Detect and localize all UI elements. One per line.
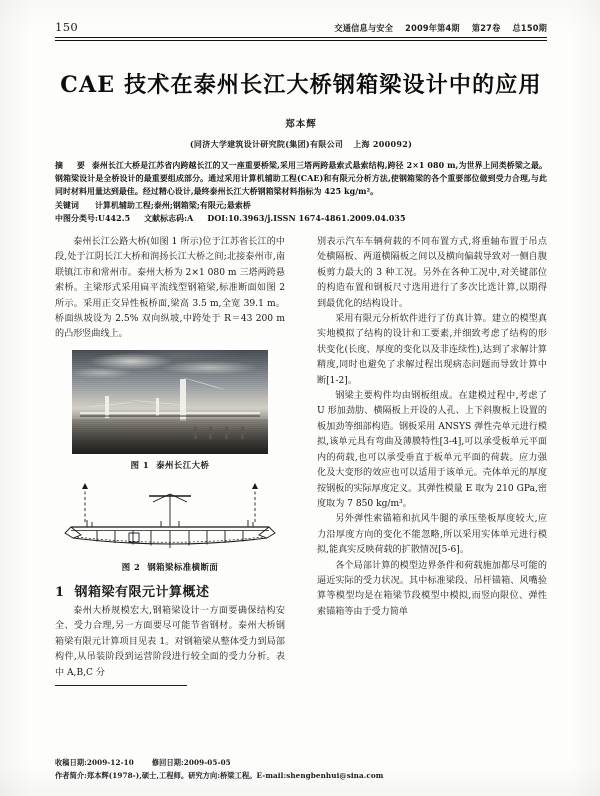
- bio-text: 郑本辉(1978-),硕士,工程师。研究方向:桥梁工程。E-mail:shengbenhui@sina.com: [86, 770, 384, 780]
- figure-2-title: 钢箱梁标准横断面: [147, 562, 219, 573]
- bio-label: 作者简介:: [55, 770, 87, 780]
- page-number: 150: [55, 20, 79, 34]
- running-head: [55, 0, 547, 34]
- article-author: 郑本辉: [285, 119, 317, 130]
- affiliation-city: 上海 200092): [353, 139, 413, 149]
- figure-2: [55, 480, 285, 575]
- section-1-heading: [55, 585, 285, 600]
- figure-1-caption: [55, 458, 285, 473]
- clc-label: 中图分类号:: [55, 213, 98, 223]
- affiliation-institution: (同济大学建筑设计研究院(集团)有限公司: [189, 139, 344, 149]
- abstract-paragraph: [55, 159, 547, 199]
- right-paragraph-2: 采用有限元分析软件进行了仿真计算。建立的模型真实地模拟了结构的设计和工要素,并细致考虑了结构的形状变化(长度、厚度的变化以及非连续性),达到了求解计算精度,同时也避免了求解过程出现病态问题而导致计算中断[1-2]。: [317, 314, 547, 386]
- right-paragraph-1: 别表示汽车车辆荷载的不同布置方式,将重轴布置于吊点处横隔板、两道横隔板之间以及横向偏载导致对一侧自腹板剪力最大的 3 种工况。另外在各种工况中,对关键部位的构造布置和钢板尺寸选用进行了多次比选计算,以期得到最优化的结构设计。: [317, 237, 547, 309]
- girder-cross-section-drawing: [63, 480, 277, 556]
- doc-code-value: A: [187, 213, 194, 223]
- journal-name: 交通信息与安全: [334, 22, 394, 34]
- figure-2-caption: [55, 560, 285, 575]
- footnote-block: [55, 757, 547, 782]
- page-content: [55, 0, 547, 796]
- journal-year-issue: 2009年第4期: [405, 22, 460, 34]
- footnote-author-bio: [55, 770, 547, 782]
- journal-info: [334, 23, 547, 35]
- figure-1: [55, 350, 285, 473]
- doc-code-label: 文献标志码:: [144, 213, 188, 223]
- revised-label: 修回日期:: [151, 758, 184, 768]
- body-columns: [55, 235, 547, 727]
- abstract-block: [55, 159, 547, 225]
- cross-section-svg: [63, 480, 277, 556]
- classification-line: [55, 212, 547, 225]
- figure-2-number: 图 2: [121, 562, 141, 573]
- right-paragraph-3: 钢梁主要构件均由钢板组成。在建模过程中,考虑了 U 形加劲肋、横隔板上开设的人孔、上下斜腹板上设置的板加劲等细部构造。钢板采用 ANSYS 弹性壳单元进行模拟,该单元具有弯曲及薄膜特性[3-4],可以承受板单元平面内的荷载,也可以承受垂直于板单元平面的荷载。应力强化及大变形的效应也可以适用于该单元。壳体单元的厚度按钢板的实际厚度定义。其弹性模量 E 取为 210 GPa,密度取为 7 850 kg/m³。: [317, 391, 547, 509]
- article-title: CAE 技术在泰州长江大桥钢箱梁设计中的应用: [60, 72, 542, 98]
- section-1-title: 钢箱梁有限元计算概述: [74, 584, 210, 600]
- right-paragraph-4: 另外弹性索锚箱和抗风牛腿的承压垫板厚度较大,应力沿厚度方向的变化不能忽略,所以采用实体单元进行模拟,能真实反映荷载的扩散情况[5-6]。: [317, 514, 547, 556]
- section-1-number: 1: [55, 584, 65, 600]
- keywords-text: 计算机辅助工程;泰州;钢箱梁;有限元;悬索桥: [94, 200, 251, 210]
- scan-grain: [72, 350, 268, 454]
- left-column: [55, 235, 285, 727]
- keywords-label: 关键词: [55, 200, 79, 210]
- received-date: 2009-12-10: [86, 758, 134, 768]
- footnote-separator-rule: [55, 685, 187, 686]
- author-affiliation: [55, 139, 547, 150]
- footnote-dates: [55, 757, 547, 769]
- received-label: 收稿日期:: [55, 758, 87, 768]
- right-paragraph-5: 各个局部计算的模型边界条件和荷载施加都尽可能的逼近实际的受力状况。其中标准梁段、吊杆锚箱、风嘴验算等模型均是在箱梁节段模型中模拟,而竖向限位、弹性索锚箱等由于受力简单: [317, 560, 547, 617]
- figure-1-number: 图 1: [130, 459, 150, 470]
- journal-volume: 第27卷: [471, 22, 501, 34]
- header-rule: [55, 37, 547, 41]
- left-paragraph-1: 泰州长江公路大桥(如图 1 所示)位于江苏省长江的中段,处于江阴长江大桥和润扬长江大桥之间;北接泰州市,南联镇江市和常州市。泰州大桥为 2×1 080 m 三塔两跨悬索桥。主梁形式采用扁平流线型钢箱梁,标准断面如图 2 所示。采用正交异性板桥面,梁高 3.5 m,全宽 39.1 m。桥面纵坡设为 2.5% 双向纵坡,中跨处于 R＝43 200 m 的凸形竖曲线上。: [55, 237, 285, 340]
- doi-text: DOI:10.3963/j.ISSN 1674-4861.2009.04.035: [207, 213, 406, 223]
- right-column: [317, 235, 547, 727]
- keywords-line: [55, 199, 547, 212]
- journal-serial: 总150期: [512, 22, 547, 34]
- figure-1-title: 泰州长江大桥: [156, 459, 210, 470]
- bridge-photograph: [72, 350, 268, 454]
- clc-value: U442.5: [97, 213, 131, 223]
- abstract-label: 摘 要: [55, 161, 88, 170]
- revised-date: 2009-05-05: [183, 758, 231, 768]
- abstract-text: 泰州长江大桥是江苏省内跨越长江的又一座重要桥梁,采用三塔两跨悬索式悬索结构,跨径 2×1 080 m,为世界上同类桥梁之最。钢箱梁设计是全桥设计的最重要组成部分。通过采用计算机辅助工程(CAE)和有限元分析方法,使钢箱梁的各个重要部位做到受力合理,与此同时材料用量达到最佳。经过精心设计,最终泰州长江大桥钢箱梁材料指标为 425 kg/m²。: [55, 161, 547, 197]
- left-paragraph-2: 泰州大桥规模宏大,钢箱梁设计一方面要确保结构安全、受力合理,另一方面要尽可能节省钢材。泰州大桥钢箱梁有限元计算项目见表 1。对钢箱梁从整体受力到局部构件,从吊装阶段到运营阶段进行较全面的受力分析。表中 A,B,C 分: [55, 606, 285, 678]
